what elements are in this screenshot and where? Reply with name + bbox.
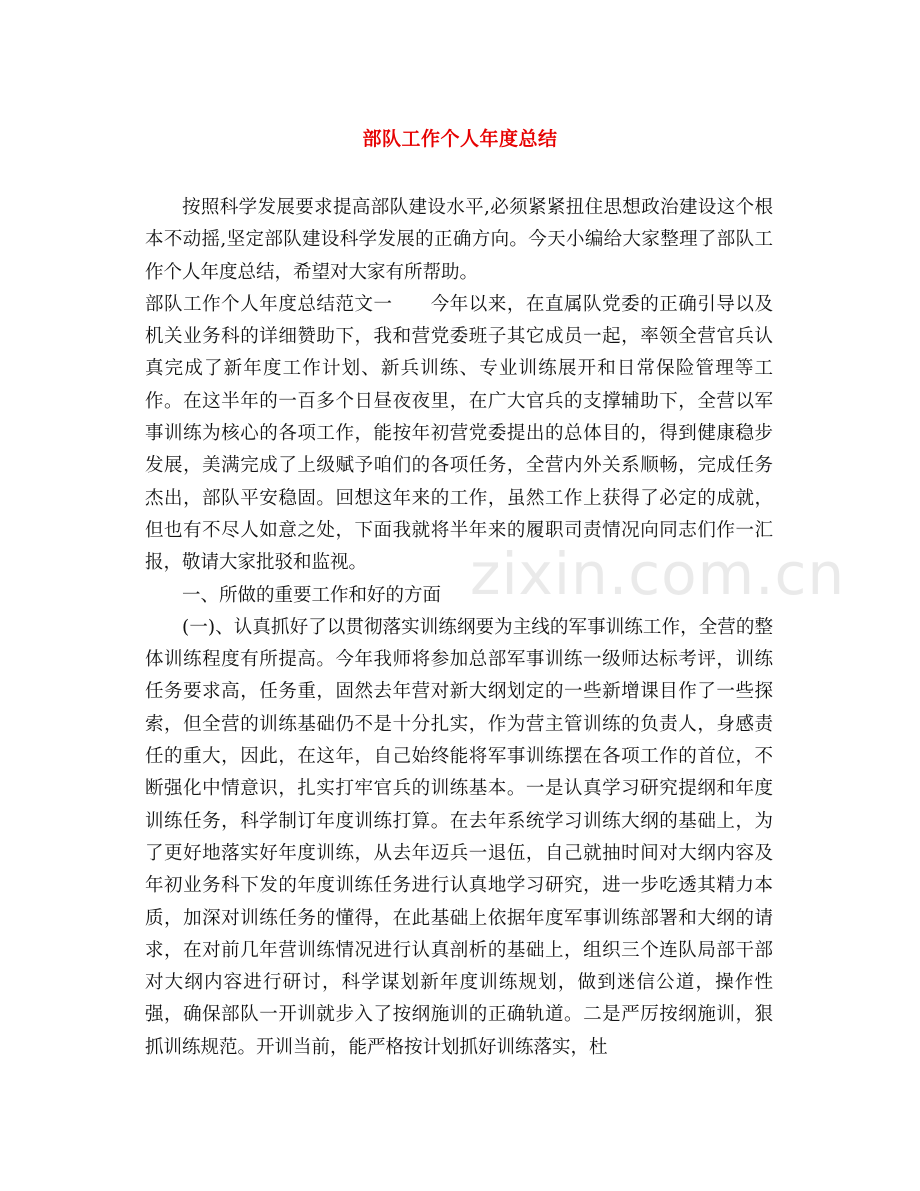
section-heading: 一、所做的重要工作和好的方面	[182, 584, 442, 606]
sample-paragraph	[145, 289, 773, 580]
document-title: 部队工作个人年度总结	[362, 128, 558, 150]
sample-body: 今年以来，在直属队党委的正确引导以及机关业务科的详细赞助下，我和营党委班子其它成员一起，率领全营官兵认真完成了新年度工作计划、新兵训练、专业训练展开和日常保险管理等工作。在这半年的一百多个日昼夜夜里，在广大官兵的支撑辅助下，全营以军事训练为核心的各项工作，能按年初营党委提出的总体目的，得到健康稳步发展，美满完成了上级赋予咱们的各项任务，全营内外关系顺畅，完成任务杰出，部队平安稳固。回想这年来的工作，虽然工作上获得了必定的成就，但也有不尽人如意之处，下面我就将半年来的履职司责情况向同志们作一汇报，敬请大家批驳和监视。	[145, 293, 773, 574]
watermark: zixin.com.cn	[470, 540, 846, 608]
section-paragraph: (一)、认真抓好了以贯彻落实训练纲要为主线的军事训练工作，全营的整体训练程度有所提高。今年我师将参加总部军事训练一级师达标考评，训练任务要求高，任务重，固然去年营对新大纲划定的一些新增课目作了一些探索，但全营的训练基础仍不是十分扎实，作为营主管训练的负责人，身感责任的重大，因此，在这年，自己始终能将军事训练摆在各项工作的首位，不断强化中情意识，扎实打牢官兵的训练基本。一是认真学习研究提纲和年度训练任务，科学制订年度训练打算。在去年系统学习训练大纲的基础上，为了更好地落实好年度训练，从去年迈兵一退伍，自己就抽时间对大纲内容及年初业务科下发的年度训练任务进行认真地学习研究，进一步吃透其精力本质，加深对训练任务的懂得，在此基础上依据年度军事训练部署和大纲的请求，在对前几年营训练情况进行认真剖析的基础上，组织三个连队局部干部对大纲内容进行研讨，科学谋划新年度训练规划，做到迷信公道，操作性强，确保部队一开训就步入了按纲施训的正确轨道。二是严厉按纲施训，狠抓训练规范。开训当前，能严格按计划抓好训练落实，杜	[145, 616, 773, 1058]
intro-paragraph: 按照科学发展要求提高部队建设水平,必须紧紧扭住思想政治建设这个根本不动摇,坚定部队建设科学发展的正确方向。今天小编给大家整理了部队工作个人年度总结，希望对大家有所帮助。	[145, 197, 773, 283]
heading-gap	[393, 294, 431, 315]
document-body	[145, 192, 773, 1064]
sample-heading: 部队工作个人年度总结范文一	[145, 293, 393, 315]
